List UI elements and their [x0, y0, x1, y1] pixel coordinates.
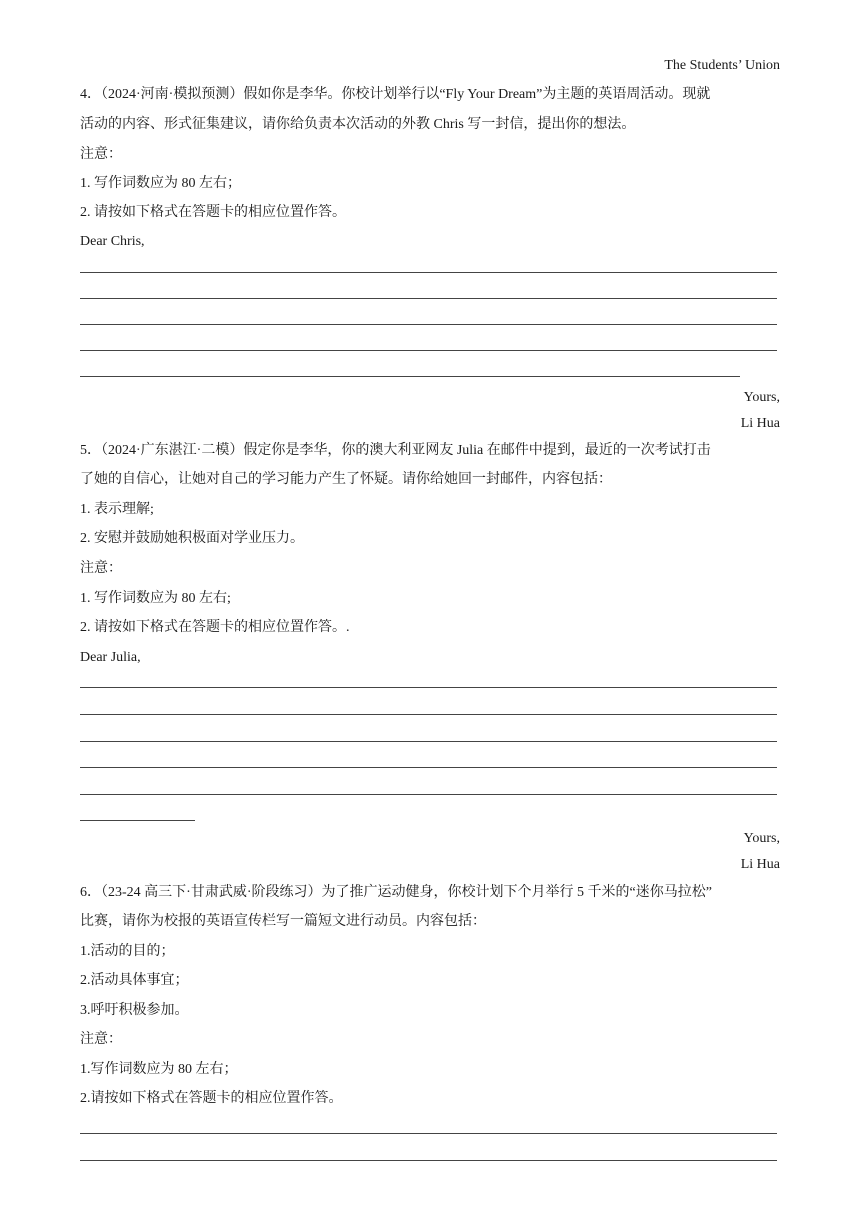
q4-note-1: 1. 写作词数应为 80 左右；: [80, 176, 241, 191]
q6-note-label: 注意：: [80, 1032, 122, 1047]
q6-note-1: 1.写作词数应为 80 左右；: [80, 1062, 238, 1077]
q5-item-1: 1. 表示理解;: [80, 502, 154, 517]
q6-answer-line: [80, 1160, 777, 1161]
q5-note-2: 2. 请按如下格式在答题卡的相应位置作答。.: [80, 620, 350, 635]
q5-answer-line: [80, 820, 195, 821]
q4-answer-line: [80, 350, 777, 351]
q4-salutation: Dear Chris,: [80, 234, 145, 249]
q6-prompt-line-2: 比赛，请你为校报的英语宣传栏写一篇短文进行动员。内容包括：: [80, 914, 486, 929]
q4-prompt-line-1: 4．（2024·河南·模拟预测）假如你是李华。你校计划举行以“Fly Your Dream”为主题的英语周活动。现就: [80, 87, 711, 102]
q5-answer-line: [80, 741, 777, 742]
q4-signature: Li Hua: [740, 416, 780, 431]
q5-note-1: 1. 写作词数应为 80 左右;: [80, 591, 231, 606]
q6-prompt-line-1: 6．（23-24 高三下·甘肃武威·阶段练习）为了推广运动健身，你校计划下个月举行 5 千米的“迷你马拉松”: [80, 885, 712, 900]
q5-answer-line: [80, 687, 777, 688]
q5-closing: Yours,: [743, 831, 780, 846]
q5-prompt-line-2: 了她的自信心，让她对自己的学习能力产生了怀疑。请你给她回一封邮件，内容包括：: [80, 472, 612, 487]
q5-answer-line: [80, 714, 777, 715]
q4-answer-line: [80, 376, 740, 377]
q4-closing: Yours,: [743, 390, 780, 405]
q6-item-3: 3.呼吁积极参加。: [80, 1003, 189, 1018]
q5-prompt-line-1: 5．（2024·广东湛江·二模）假定你是李华，你的澳大利亚网友 Julia 在邮件中提到，最近的一次考试打击: [80, 443, 711, 458]
q4-answer-line: [80, 324, 777, 325]
header-org: The Students’ Union: [664, 58, 780, 73]
q4-note-label: 注意：: [80, 147, 122, 162]
q6-item-2: 2.活动具体事宜；: [80, 973, 189, 988]
q5-signature: Li Hua: [740, 857, 780, 872]
q5-item-2: 2. 安慰并鼓励她积极面对学业压力。: [80, 531, 304, 546]
q4-answer-line: [80, 298, 777, 299]
q5-answer-line: [80, 794, 777, 795]
q6-answer-line: [80, 1133, 777, 1134]
q4-prompt-line-2: 活动的内容、形式征集建议，请你给负责本次活动的外教 Chris 写一封信，提出你的想法。: [80, 117, 636, 132]
q5-note-label: 注意：: [80, 561, 122, 576]
q5-answer-line: [80, 767, 777, 768]
q4-answer-line: [80, 272, 777, 273]
q6-item-1: 1.活动的目的；: [80, 944, 175, 959]
q6-note-2: 2.请按如下格式在答题卡的相应位置作答。: [80, 1091, 343, 1106]
q5-salutation: Dear Julia,: [80, 650, 141, 665]
q4-note-2: 2. 请按如下格式在答题卡的相应位置作答。: [80, 205, 346, 220]
